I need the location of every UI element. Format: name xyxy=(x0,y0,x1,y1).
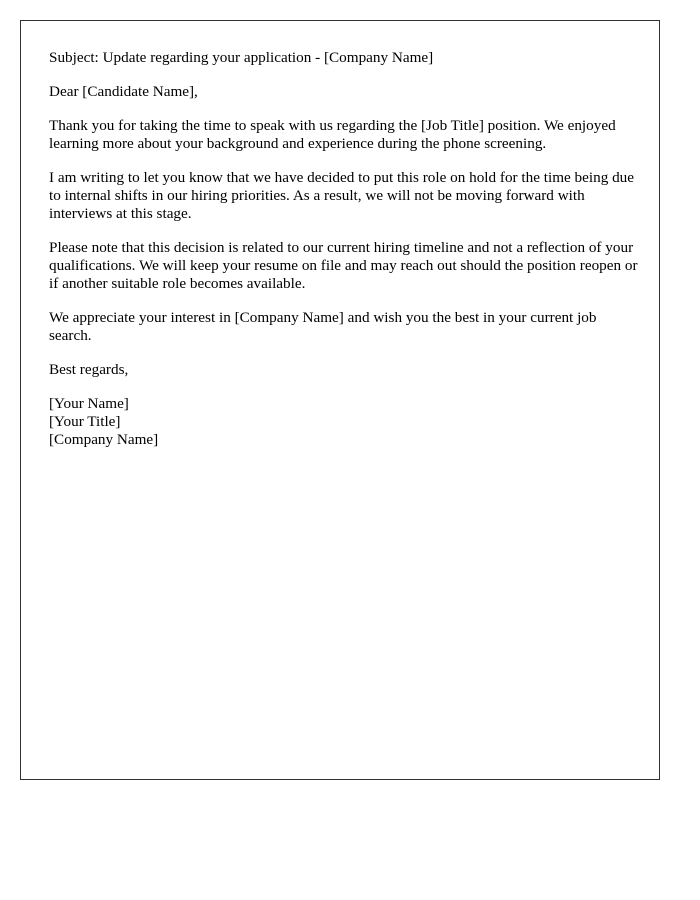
letter-paragraph-4: We appreciate your interest in [Company Name] and wish you the best in your current job search. xyxy=(49,309,597,344)
signature-name: [Your Name] xyxy=(49,395,129,412)
letter-body xyxy=(49,49,639,449)
signature-block xyxy=(49,395,639,449)
letter-paragraph-3: Please note that this decision is related to our current hiring timeline and not a reflection of your qualifications. We will keep your resume on file and may reach out should the position reopen or if another suitable role becomes available. xyxy=(49,239,638,292)
letter-frame xyxy=(20,20,660,780)
signature-company: [Company Name] xyxy=(49,431,159,448)
letter-salutation: Dear [Candidate Name], xyxy=(49,83,198,100)
letter-paragraph-1: Thank you for taking the time to speak with us regarding the [Job Title] position. We enjoyed learning more about your background and experience during the phone screening. xyxy=(49,117,616,152)
letter-subject: Subject: Update regarding your application - [Company Name] xyxy=(49,49,434,66)
letter-paragraph-2: I am writing to let you know that we have decided to put this role on hold for the time being due to internal shifts in our hiring priorities. As a result, we will not be moving forward with interviews at this stage. xyxy=(49,169,635,222)
signature-title: [Your Title] xyxy=(49,413,121,430)
letter-closing: Best regards, xyxy=(49,361,129,378)
